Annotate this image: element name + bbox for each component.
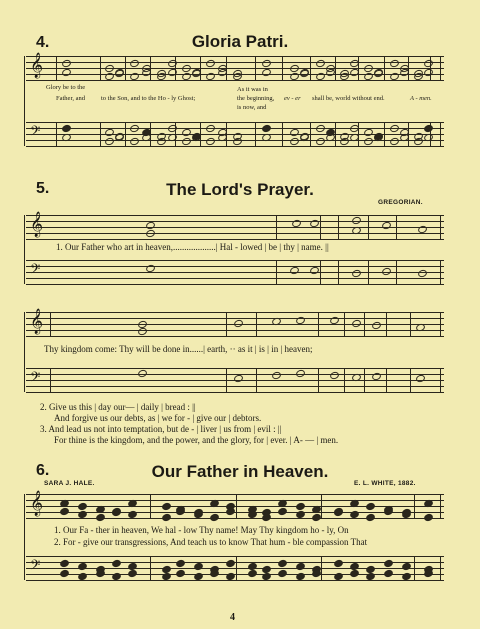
verse-line: 2. Give us this | day our— | daily | bread : || bbox=[40, 402, 196, 412]
barline bbox=[386, 368, 387, 392]
hymn-number: 5. bbox=[36, 180, 50, 197]
barline bbox=[255, 56, 256, 80]
verse-line: 2. For - give our transgressions, And teach us to know That hum - ble compassion That bbox=[54, 537, 368, 547]
barline bbox=[396, 215, 397, 239]
verse-line: For thine is the kingdom, and the power, and the glory, for | ever. | A- — | men. bbox=[54, 435, 339, 445]
lyric: the beginning, bbox=[237, 95, 275, 102]
barline bbox=[150, 556, 151, 580]
bass-clef-icon: 𝄢 bbox=[30, 369, 41, 388]
barline bbox=[255, 122, 256, 146]
barline bbox=[318, 368, 319, 392]
barline bbox=[368, 215, 369, 239]
barline bbox=[236, 556, 237, 580]
barline bbox=[125, 56, 126, 80]
barline bbox=[310, 122, 311, 146]
lyric-line: Thy kingdom come: Thy will be done in......| earth, ·· as it | is | in | heaven; bbox=[44, 344, 313, 354]
barline bbox=[100, 56, 101, 80]
note-head bbox=[209, 513, 220, 523]
barline bbox=[440, 368, 441, 392]
verse-line: And forgive us our debts, as | we for - | give our | debtors. bbox=[54, 413, 262, 423]
verse-line: 3. And lead us not into temptation, but de - | liver | us from | evil : || bbox=[40, 424, 282, 434]
lyric: Father, and bbox=[56, 95, 85, 102]
barline bbox=[440, 122, 441, 146]
hymn-title: Our Father in Heaven. bbox=[151, 462, 329, 481]
barline bbox=[56, 122, 57, 146]
barline bbox=[344, 368, 345, 392]
barline bbox=[335, 122, 336, 146]
hymn-number: 6. bbox=[36, 462, 50, 479]
barline bbox=[358, 56, 359, 80]
verse-line: 1. Our Fa - ther in heaven, We hal - low Thy name! May Thy kingdom ho - ly, On bbox=[54, 525, 349, 535]
barline bbox=[320, 260, 321, 284]
barline bbox=[256, 368, 257, 392]
barline bbox=[310, 56, 311, 80]
treble-clef-icon: 𝄞 bbox=[30, 212, 44, 237]
note-head bbox=[261, 513, 272, 523]
treble-clef-icon: 𝄞 bbox=[30, 491, 44, 516]
barline bbox=[282, 56, 283, 80]
barline bbox=[364, 368, 365, 392]
note-head bbox=[161, 513, 172, 523]
hymn-author: SARA J. HALE. bbox=[44, 480, 95, 487]
barline bbox=[125, 122, 126, 146]
barline bbox=[440, 312, 441, 336]
barline bbox=[440, 215, 441, 239]
page-number: 4 bbox=[230, 612, 235, 623]
barline bbox=[440, 494, 441, 518]
barline bbox=[320, 215, 321, 239]
barline bbox=[282, 122, 283, 146]
lyric: Glory be to the bbox=[46, 84, 86, 91]
barline bbox=[338, 260, 339, 284]
barline bbox=[396, 260, 397, 284]
barline bbox=[321, 494, 322, 518]
system-brace bbox=[24, 312, 25, 392]
barline bbox=[440, 556, 441, 580]
hymn-number: 4. bbox=[36, 34, 50, 51]
barline bbox=[414, 494, 415, 518]
barline bbox=[410, 312, 411, 336]
hymn-title: Gloria Patri. bbox=[191, 32, 289, 51]
system-brace bbox=[24, 215, 25, 284]
lyric: to the Son, and to the Ho - ly Ghost; bbox=[101, 95, 196, 102]
barline bbox=[100, 122, 101, 146]
barline bbox=[50, 312, 51, 336]
system-brace bbox=[24, 494, 25, 580]
barline bbox=[256, 312, 257, 336]
barline bbox=[440, 56, 441, 80]
barline bbox=[364, 312, 365, 336]
note-head bbox=[365, 513, 376, 523]
tune-name: GREGORIAN. bbox=[378, 199, 423, 206]
barline bbox=[276, 215, 277, 239]
note-head bbox=[423, 513, 434, 523]
bass-clef-icon: 𝄢 bbox=[30, 261, 41, 280]
barline bbox=[276, 260, 277, 284]
barline bbox=[236, 494, 237, 518]
barline bbox=[440, 260, 441, 284]
barline bbox=[321, 556, 322, 580]
bass-clef-icon: 𝄢 bbox=[30, 123, 41, 142]
lyric: As it was in bbox=[237, 86, 268, 93]
barline bbox=[318, 312, 319, 336]
note-head bbox=[311, 513, 322, 523]
barline bbox=[384, 56, 385, 80]
barline bbox=[200, 56, 201, 80]
lyric: A - men. bbox=[410, 95, 432, 102]
barline bbox=[50, 368, 51, 392]
bass-clef-icon: 𝄢 bbox=[30, 557, 41, 576]
barline bbox=[344, 312, 345, 336]
treble-clef-icon: 𝄞 bbox=[30, 309, 44, 334]
barline bbox=[226, 368, 227, 392]
barline bbox=[386, 312, 387, 336]
lyric: is now, and bbox=[237, 104, 267, 111]
lyric: shall be, world without end. bbox=[312, 95, 385, 102]
treble-clef-icon: 𝄞 bbox=[30, 53, 44, 78]
hymn-composer: E. L. WHITE, 1882. bbox=[354, 480, 416, 487]
hymn-title: The Lord's Prayer. bbox=[166, 180, 314, 199]
note-head bbox=[95, 513, 106, 523]
lyric: ev - er bbox=[284, 95, 301, 102]
system-brace bbox=[24, 56, 25, 146]
barline bbox=[368, 260, 369, 284]
barline bbox=[150, 494, 151, 518]
barline bbox=[414, 556, 415, 580]
barline bbox=[410, 368, 411, 392]
barline bbox=[56, 56, 57, 80]
lyric-line: 1. Our Father who art in heaven,...................| Hal - lowed | be | thy | name. || bbox=[56, 242, 329, 252]
barline bbox=[338, 215, 339, 239]
barline bbox=[384, 122, 385, 146]
barline bbox=[226, 312, 227, 336]
